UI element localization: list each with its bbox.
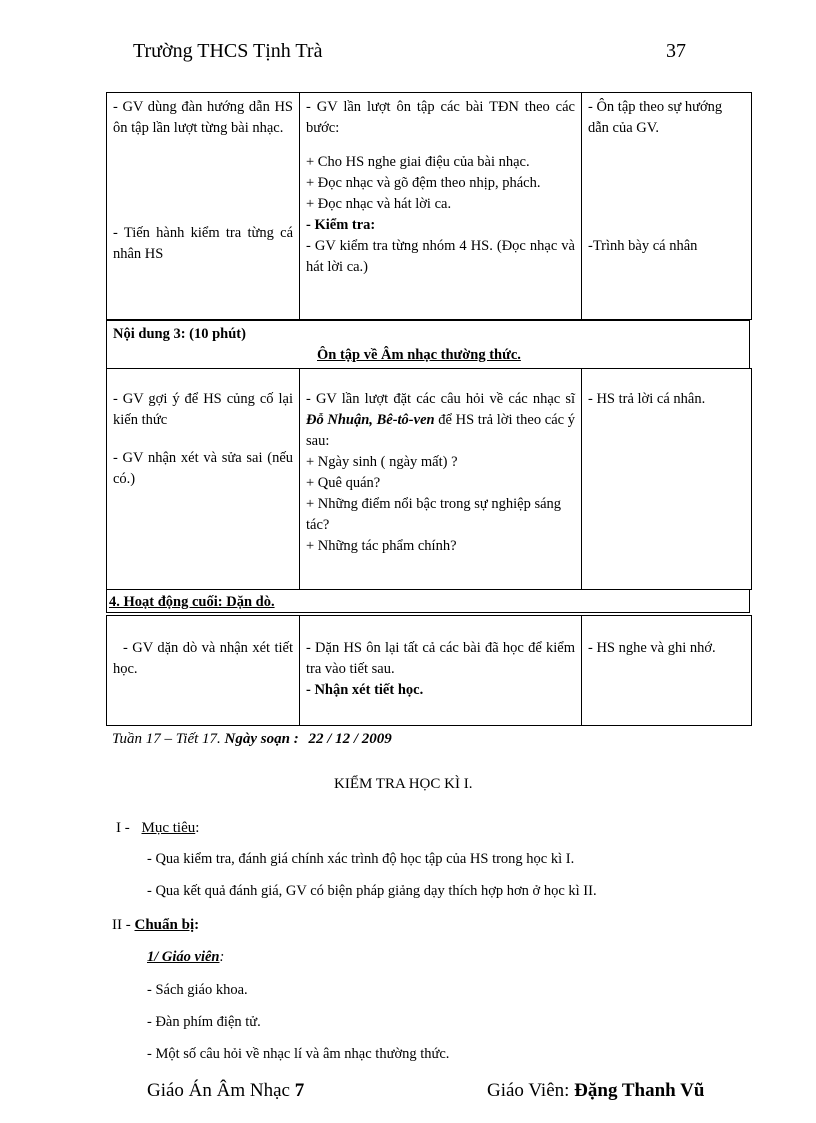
student-activity-cell: [582, 369, 752, 590]
content-cell: [300, 93, 582, 320]
footer-left: [147, 1080, 304, 1102]
preparation-heading: Chuẩn bị: [134, 917, 195, 933]
content-cell: [300, 369, 582, 590]
student-activity-text: - HS nghe và ghi nhớ.: [588, 640, 716, 656]
content-text: - GV kiểm tra từng nhóm 4 HS. (Đọc nhạc và hát lời ca.): [306, 238, 575, 275]
preparation-heading-suffix: :: [194, 917, 200, 933]
footer-teacher-label: Giáo Viên:: [487, 1080, 570, 1101]
objectives-heading-suffix: :: [195, 820, 200, 836]
activity-table-theory: [106, 368, 752, 590]
question-item: + Quê quán?: [306, 475, 381, 491]
section4-title: 4. Hoạt động cuối: Dặn dò.: [109, 594, 275, 610]
prep-item: - Sách giáo khoa.: [147, 982, 248, 998]
page-number: 37: [666, 40, 686, 62]
teacher-activity-text: - GV dặn dò và nhận xét tiết học.: [113, 640, 293, 677]
activity-table-closing: [106, 615, 752, 726]
activity-table-review: [106, 92, 752, 320]
footer-right: [487, 1080, 704, 1102]
question-item: + Ngày sinh ( ngày mất) ?: [306, 454, 458, 470]
objective-item: - Qua kết quả đánh giá, GV có biện pháp giảng dạy thích hợp hơn ở học kì II.: [147, 883, 597, 899]
content-text-bold: - Nhận xét tiết học.: [306, 682, 424, 698]
questions-intro: [306, 389, 575, 452]
question-item: + Những điểm nổi bậc trong sự nghiệp sáng tác?: [306, 496, 562, 533]
question-item: + Những tác phẩm chính?: [306, 538, 457, 554]
teacher-activity-cell: [107, 93, 300, 320]
preparation-heading-line: [112, 917, 199, 934]
questions-intro-after: để HS trả lời theo các ý sau:: [306, 412, 576, 449]
prep-item: - Đàn phím điện tử.: [147, 1014, 261, 1030]
content-text: + Cho HS nghe giai điệu của bài nhạc.: [306, 154, 530, 170]
lesson-date-label: Ngày soạn :: [224, 731, 299, 747]
section3-title: Nội dung 3: (10 phút): [113, 326, 246, 342]
objectives-heading-line: [116, 820, 199, 837]
teacher-activity-text: - GV gợi ý để HS củng cố lại kiến thức: [113, 391, 293, 428]
teacher-activity-cell: [107, 616, 300, 726]
student-activity-text: -Trình bày cá nhân: [588, 238, 698, 254]
lesson-date: 22 / 12 / 2009: [308, 731, 392, 747]
lesson-week: Tuần 17 – Tiết 17.: [112, 731, 221, 747]
student-activity-text: - Ôn tập theo sự hướng dẫn của GV.: [588, 99, 723, 136]
section4-bar: [106, 590, 750, 613]
teacher-activity-text: - GV dùng đàn hướng dẫn HS ôn tập lần lượt từng bài nhạc.: [113, 99, 293, 136]
objectives-numeral: I -: [116, 820, 130, 836]
content-cell: [300, 616, 582, 726]
teacher-prep-heading-line: [147, 949, 224, 966]
lesson-info: [112, 731, 392, 748]
student-activity-text: - HS trả lời cá nhân.: [588, 391, 706, 407]
teacher-activity-text: - GV nhận xét và sửa sai (nếu có.): [113, 450, 293, 487]
teacher-prep-heading: 1/ Giáo viên: [147, 949, 220, 965]
composer-names: Đỗ Nhuận, Bê-tô-ven: [306, 412, 435, 428]
check-heading: - Kiểm tra:: [306, 217, 376, 233]
footer-grade: 7: [294, 1080, 305, 1101]
preparation-numeral: II -: [112, 917, 131, 933]
footer-teacher-name: Đặng Thanh Vũ: [574, 1080, 705, 1101]
objective-item: - Qua kiểm tra, đánh giá chính xác trình độ học tập của HS trong học kì I.: [147, 851, 575, 867]
content-text: - GV lần lượt ôn tập các bài TĐN theo các bước:: [306, 99, 575, 136]
questions-intro-text: - GV lần lượt đặt các câu hỏi về các nhạc sĩ: [306, 391, 575, 407]
teacher-activity-cell: [107, 369, 300, 590]
prep-item: - Một số câu hỏi về nhạc lí và âm nhạc thường thức.: [147, 1046, 450, 1062]
content-text: + Đọc nhạc và hát lời ca.: [306, 196, 452, 212]
section3-bar: [106, 320, 750, 369]
teacher-prep-suffix: :: [219, 949, 225, 965]
student-activity-cell: [582, 616, 752, 726]
section3-subtitle: Ôn tập về Âm nhạc thường thức.: [317, 347, 521, 363]
content-text: + Đọc nhạc và gõ đệm theo nhịp, phách.: [306, 175, 541, 191]
teacher-activity-text: - Tiến hành kiểm tra từng cá nhân HS: [113, 225, 293, 262]
student-activity-cell: [582, 93, 752, 320]
footer-subject: Giáo Án Âm Nhạc: [147, 1080, 290, 1101]
lesson-title: KIỂM TRA HỌC KÌ I.: [334, 776, 473, 792]
content-text: - Dặn HS ôn lại tất cả các bài đã học để kiểm tra vào tiết sau.: [306, 640, 575, 677]
school-name: Trường THCS Tịnh Trà: [133, 40, 323, 62]
objectives-heading: Mục tiêu: [141, 820, 196, 836]
